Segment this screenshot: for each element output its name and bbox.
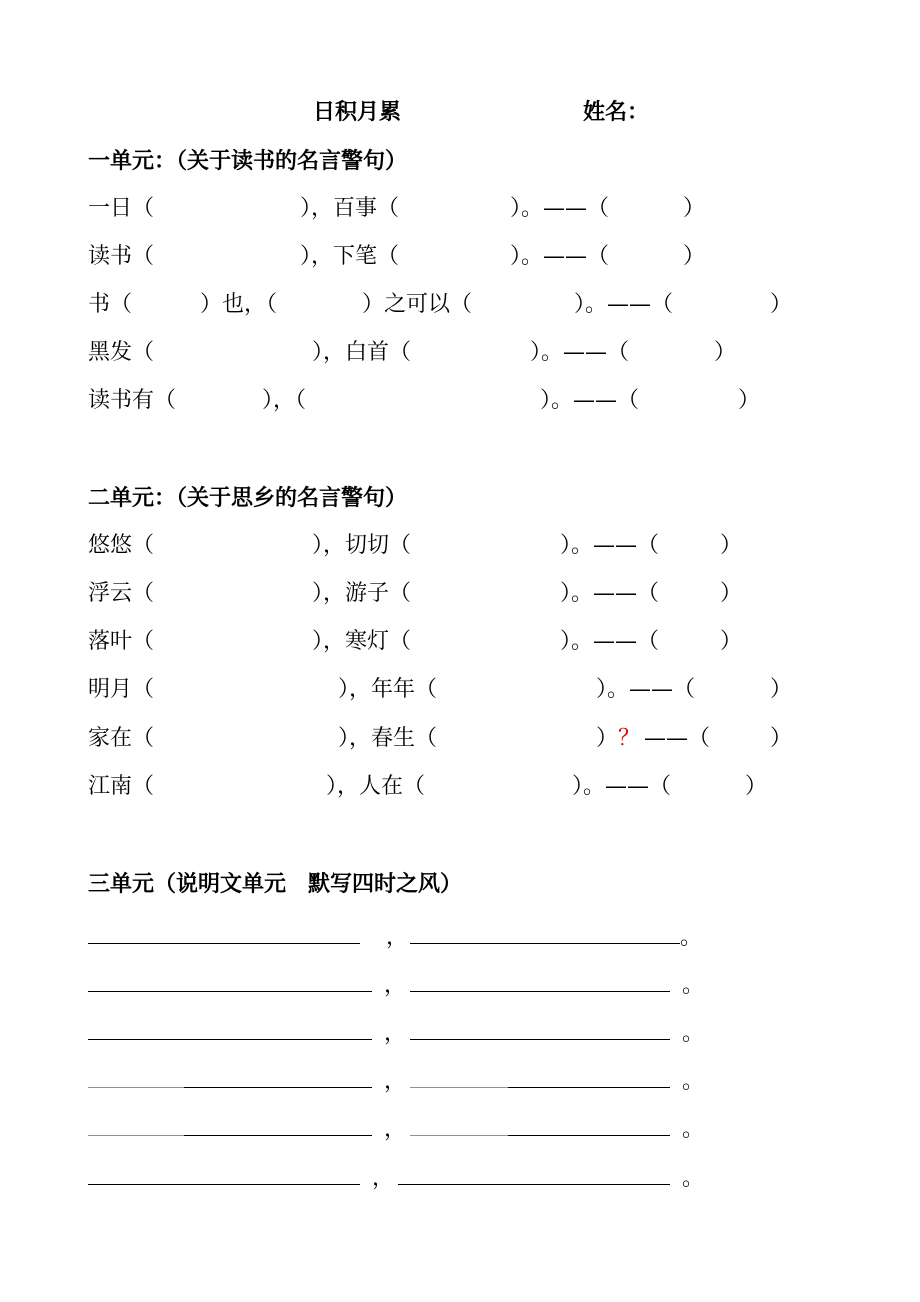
blank-line[interactable] <box>508 1087 670 1088</box>
unit1-row-5-part-b: ），（ <box>262 388 307 413</box>
unit1-row-4-part-c: ）。——（ <box>530 340 630 365</box>
blank-line[interactable] <box>88 1039 372 1040</box>
blank-line[interactable] <box>88 991 372 992</box>
period: 。 <box>680 925 703 950</box>
unit2-row-1-part-d: ） <box>720 533 743 558</box>
blank-line[interactable] <box>184 1135 372 1136</box>
unit2-row-2-part-c: ）。——（ <box>560 581 660 606</box>
comma: ， <box>384 1117 407 1142</box>
unit2-row-4-part-b: ），年年（ <box>338 677 438 702</box>
blank-line-segment[interactable] <box>88 1135 184 1136</box>
period: 。 <box>682 1166 705 1191</box>
unit1-row-1-part-d: ） <box>683 196 706 221</box>
unit1-row-4-part-a: 黑发（ <box>88 340 155 365</box>
page-title: 日积月累 <box>313 99 402 125</box>
comma: ， <box>372 1166 395 1191</box>
unit1-row-3-part-d: ）。——（ <box>574 292 674 317</box>
blank-line[interactable] <box>508 1135 670 1136</box>
unit1-row-2-part-d: ） <box>683 244 706 269</box>
unit2-row-4-part-d: ） <box>770 677 793 702</box>
period: 。 <box>682 973 705 998</box>
blank-line[interactable] <box>184 1087 372 1088</box>
blank-line-segment[interactable] <box>410 1087 508 1088</box>
unit2-row-5-part-b: ），春生（ <box>338 726 438 751</box>
unit1-row-3-part-b: ）也，（ <box>200 292 278 317</box>
blank-line[interactable] <box>410 991 670 992</box>
unit2-row-3-part-b: ），寒灯（ <box>312 629 412 654</box>
unit2-row-4-part-a: 明月（ <box>88 677 155 702</box>
unit2-row-1-part-b: ），切切（ <box>312 533 412 558</box>
name-label: 姓名： <box>583 99 650 125</box>
unit2-row-6-part-b: ），人在（ <box>326 774 426 799</box>
unit2-heading: 二单元：（关于思乡的名言警句） <box>88 485 408 511</box>
unit2-row-5-part-a: 家在（ <box>88 726 155 751</box>
unit3-heading: 三单元（说明文单元 默写四时之风） <box>88 871 463 897</box>
period: 。 <box>682 1069 705 1094</box>
blank-line-segment[interactable] <box>88 1087 184 1088</box>
unit2-row-3-part-c: ）。——（ <box>560 629 660 654</box>
unit1-heading: 一单元：（关于读书的名言警句） <box>88 148 408 174</box>
unit1-row-5-part-d: ） <box>738 388 761 413</box>
unit1-row-3-part-c: ）之可以（ <box>362 292 473 317</box>
unit1-row-2-part-b: ），下笔（ <box>300 244 400 269</box>
unit1-row-4-part-b: ），白首（ <box>312 340 412 365</box>
unit2-row-6-part-a: 江南（ <box>88 774 155 799</box>
unit2-row-6-part-d: ） <box>745 774 768 799</box>
unit2-row-2-part-d: ） <box>720 581 743 606</box>
unit2-row-5-part-d: ） <box>770 726 793 751</box>
unit2-row-3-part-a: 落叶（ <box>88 629 155 654</box>
unit1-row-1-part-b: ），百事（ <box>300 196 400 221</box>
blank-line[interactable] <box>410 943 680 944</box>
comma: ， <box>384 973 407 998</box>
comma: ， <box>386 925 409 950</box>
unit2-row-1-part-a: 悠悠（ <box>88 533 155 558</box>
unit2-row-5-part-c: ） <box>596 726 619 751</box>
comma: ， <box>384 1069 407 1094</box>
unit2-row-6-part-c: ）。——（ <box>572 774 672 799</box>
unit2-row-5-part-c2: ——（ <box>644 726 711 751</box>
period: 。 <box>682 1021 705 1046</box>
blank-line[interactable] <box>88 1184 360 1185</box>
unit1-row-2-part-a: 读书（ <box>88 244 155 269</box>
unit2-row-4-part-c: ）。——（ <box>596 677 696 702</box>
unit1-row-3-part-a: 书（ <box>88 292 133 317</box>
unit1-row-3-part-e: ） <box>770 292 793 317</box>
unit1-row-5-part-c: ）。——（ <box>540 388 640 413</box>
unit1-row-1-part-c: ）。——（ <box>510 196 610 221</box>
unit2-row-1-part-c: ）。——（ <box>560 533 660 558</box>
blank-line-segment[interactable] <box>410 1135 508 1136</box>
comma: ， <box>384 1021 407 1046</box>
unit2-row-2-part-a: 浮云（ <box>88 581 155 606</box>
unit1-row-5-part-a: 读书有（ <box>88 388 177 413</box>
unit2-row-3-part-d: ） <box>720 629 743 654</box>
unit2-row-2-part-b: ），游子（ <box>312 581 412 606</box>
question-mark: ？ <box>618 726 641 751</box>
unit1-row-2-part-c: ）。——（ <box>510 244 610 269</box>
unit1-row-4-part-d: ） <box>714 340 737 365</box>
blank-line[interactable] <box>398 1184 670 1185</box>
unit1-row-1-part-a: 一日（ <box>88 196 155 221</box>
blank-line[interactable] <box>88 943 360 944</box>
period: 。 <box>682 1117 705 1142</box>
blank-line[interactable] <box>410 1039 670 1040</box>
